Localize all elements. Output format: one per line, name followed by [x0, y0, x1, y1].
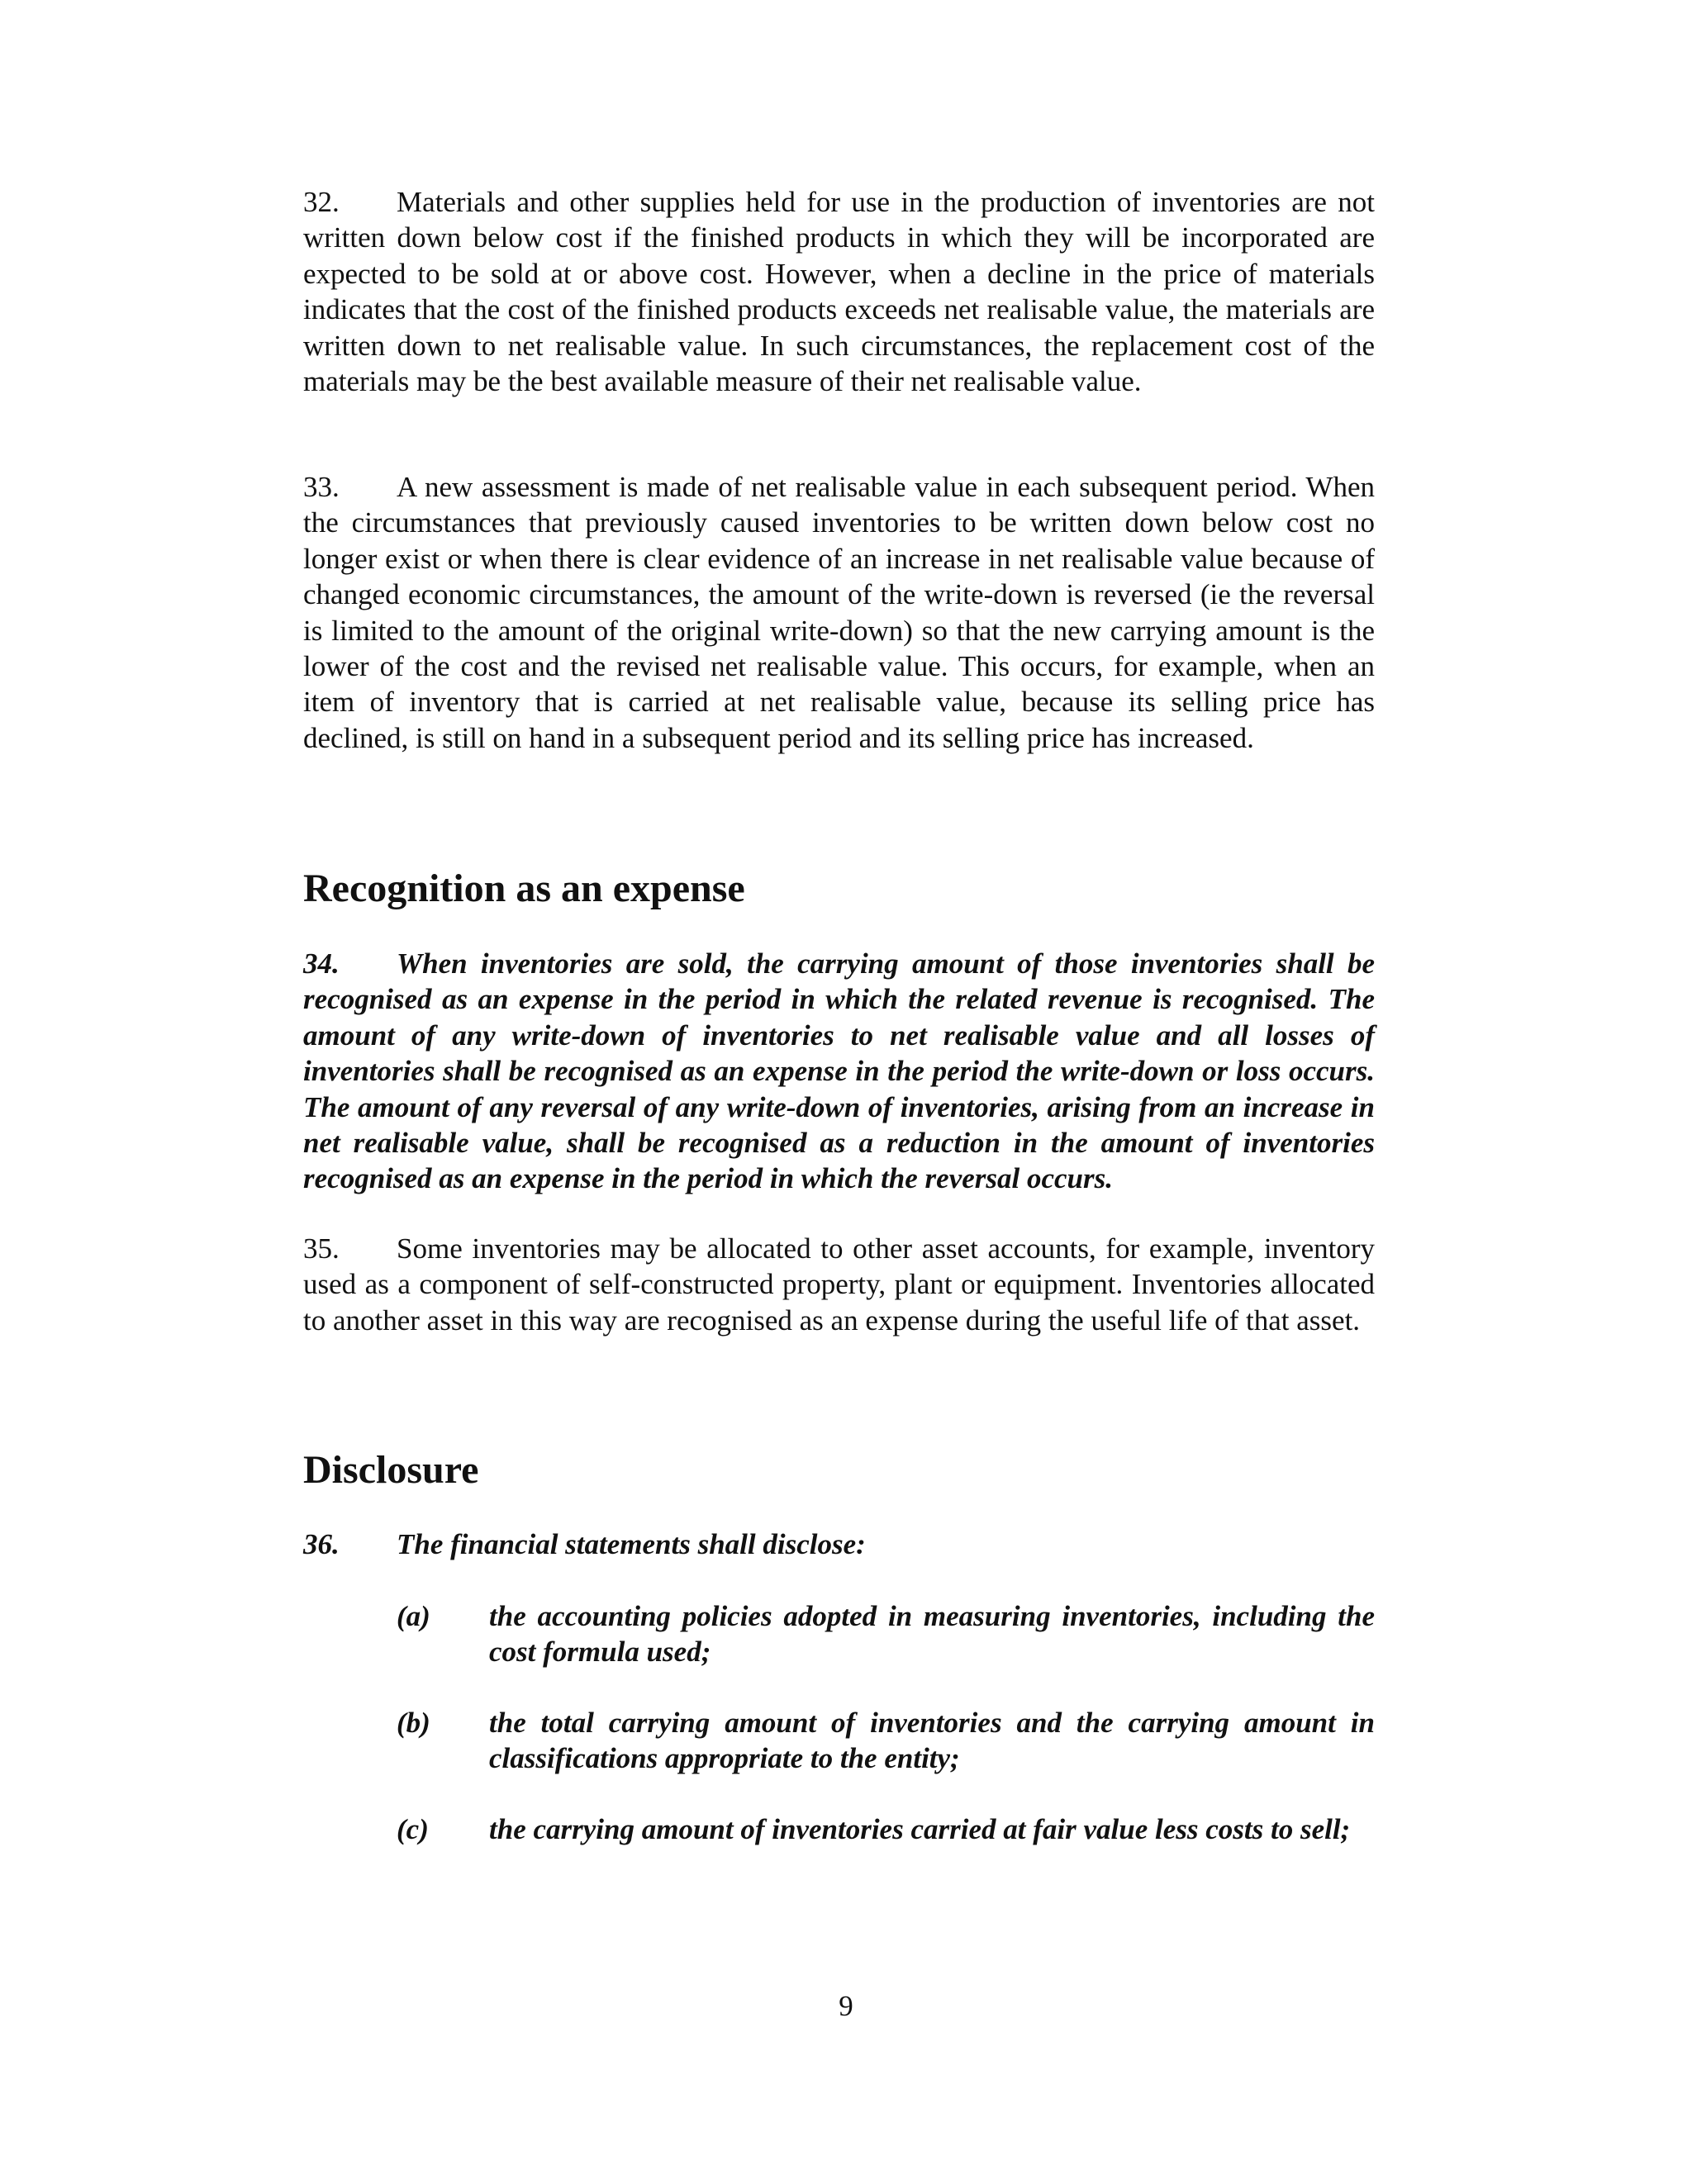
paragraph-number: 34. [303, 947, 340, 980]
section-heading-disclosure: Disclosure [303, 1448, 479, 1492]
paragraph-32 [303, 184, 1375, 399]
paragraph-text: A new assessment is made of net realisable value in each subsequent period. When the circumstances that previously caused inventories to be written down below cost no longer exist or when there is clear evidence of an increase in net realisable value because of changed economic circumstances, the amount of the write-down is reversed (ie the reversal is limited to the amount of the original write-down) so that the new carrying amount is the lower of the cost and the revised net realisable value. This occurs, for example, when an item of inventory that is carried at net realisable value, because its selling price has declined, is still on hand in a subsequent period and its selling price has increased. [303, 471, 1375, 754]
paragraph-text: Some inventories may be allocated to other asset accounts, for example, inventory used as a component of self-constructed property, plant or equipment. Inventories allocated to another asset in this way are recognised as an expense during the useful life of that asset. [303, 1232, 1375, 1337]
item-text: the carrying amount of inventories carried at fair value less costs to sell; [489, 1813, 1351, 1845]
disclosure-item-b [397, 1705, 1375, 1777]
paragraph-33 [303, 469, 1375, 756]
paragraph-text: The financial statements shall disclose: [397, 1528, 866, 1560]
disclosure-item-a [397, 1598, 1375, 1670]
item-label: (a) [397, 1600, 430, 1632]
paragraph-36 [303, 1526, 1375, 1562]
item-label: (b) [397, 1707, 430, 1739]
item-text: the total carrying amount of inventories and the carrying amount in classifications appropriate to the entity; [489, 1707, 1375, 1775]
item-label: (c) [397, 1813, 429, 1845]
paragraph-text: Materials and other supplies held for use in the production of inventories are not written down below cost if the finished products in which they will be incorporated are expected to be sold at or above cost. However, when a decline in the price of materials indicates that the cost of the finished products exceeds net realisable value, the materials are written down to net realisable value. In such circumstances, the replacement cost of the materials may be the best available measure of their net realisable value. [303, 186, 1375, 398]
item-text: the accounting policies adopted in measuring inventories, including the cost formula used; [489, 1600, 1375, 1669]
disclosure-item-c [397, 1811, 1375, 1847]
paragraph-number: 36. [303, 1528, 340, 1560]
paragraph-35 [303, 1231, 1375, 1338]
paragraph-number: 33. [303, 471, 340, 503]
paragraph-number: 32. [303, 186, 340, 218]
section-heading-recognition: Recognition as an expense [303, 866, 745, 910]
page-number: 9 [839, 1990, 853, 2022]
paragraph-text: When inventories are sold, the carrying amount of those inventories shall be recognised as an expense in the period in which the related revenue is recognised. The amount of any write-down of inventories to net realisable value and all losses of inventories shall be recognised as an expense in the period the write-down or loss occurs. The amount of any reversal of any write-down of inventories, arising from an increase in net realisable value, shall be recognised as a reduction in the amount of inventories recognised as an expense in the period in which the reversal occurs. [303, 947, 1375, 1195]
paragraph-number: 35. [303, 1232, 340, 1265]
paragraph-34 [303, 946, 1375, 1197]
